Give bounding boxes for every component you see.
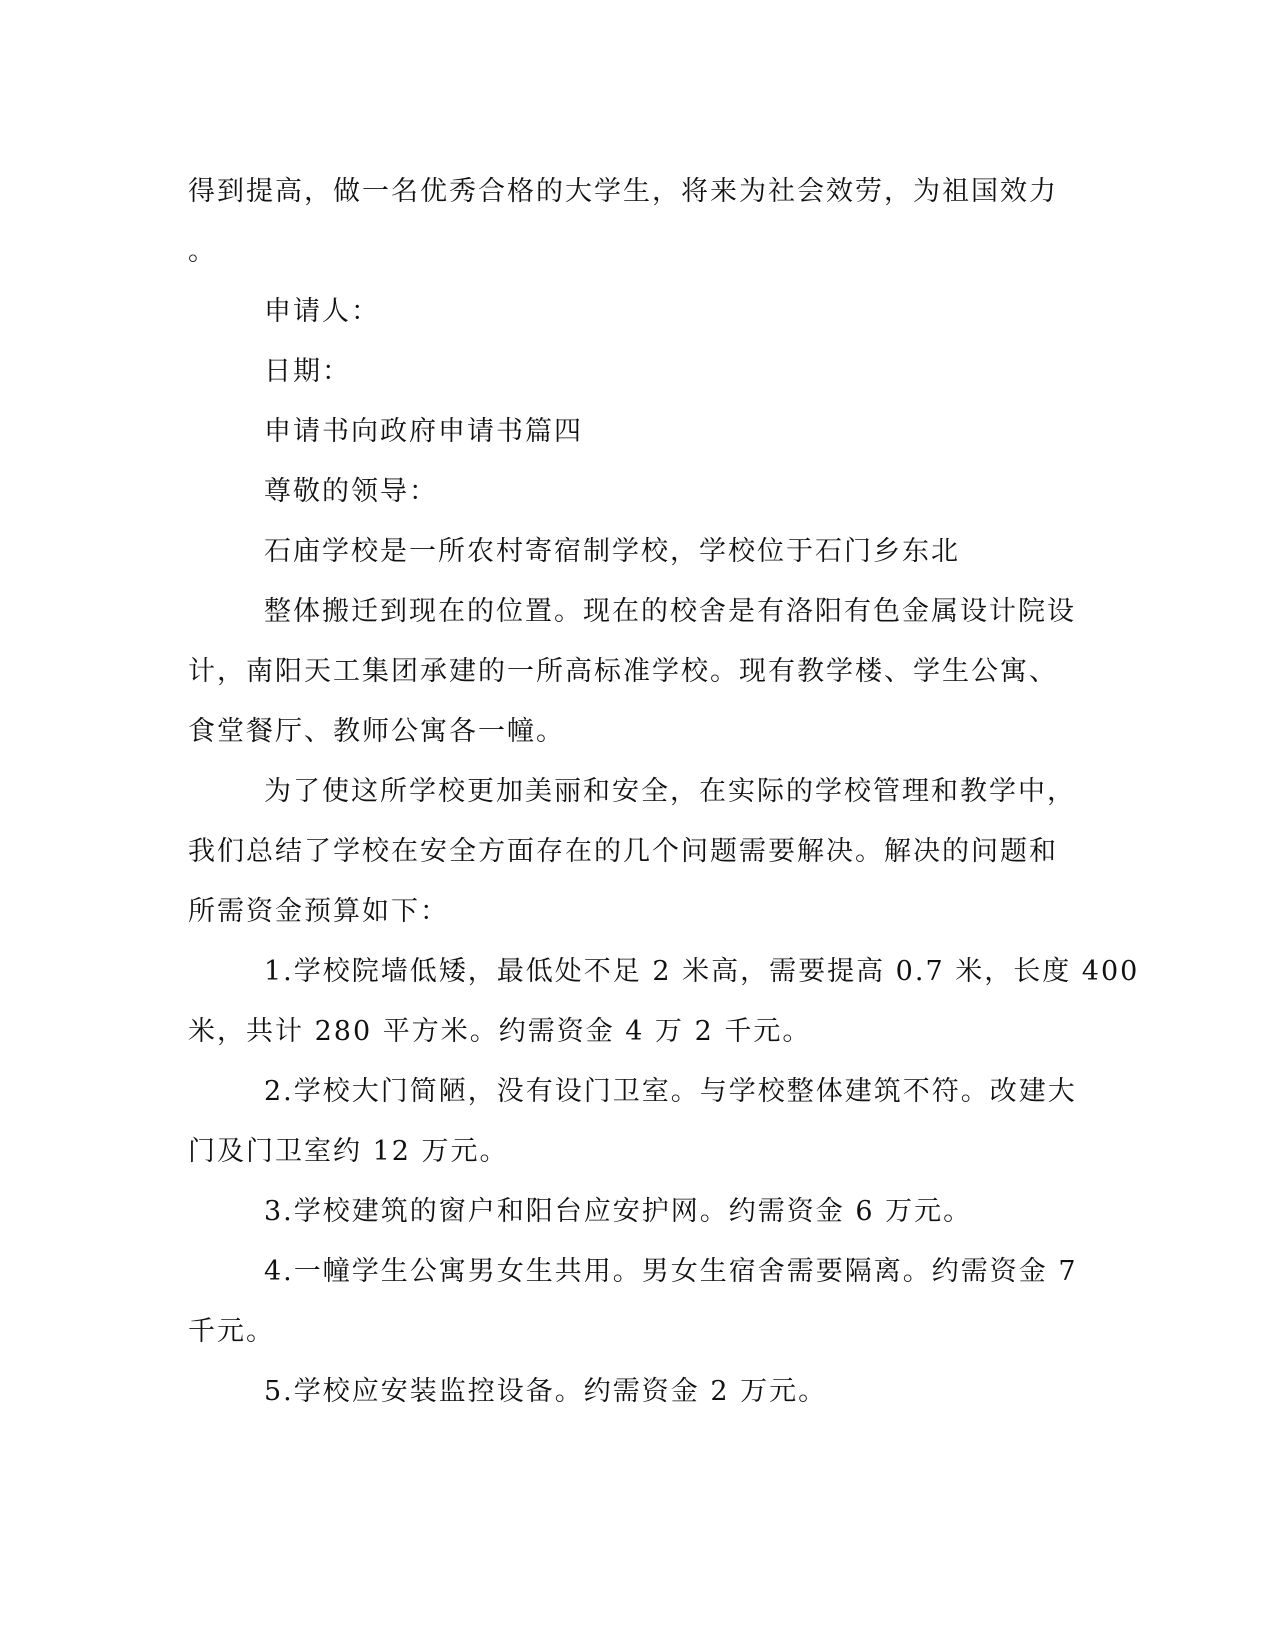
list-item: 1.学校院墙低矮，最低处不足 2 米高，需要提高 0.7 米，长度 400 <box>264 956 1140 987</box>
text-line: 所需资金预算如下： <box>188 896 449 927</box>
date-label: 日期： <box>264 356 351 387</box>
list-item: 2.学校大门简陋，没有设门卫室。与学校整体建筑不符。改建大 <box>264 1076 1077 1107</box>
list-item-continuation: 门及门卫室约 12 万元。 <box>188 1136 509 1167</box>
applicant-label: 申请人： <box>264 296 380 327</box>
salutation: 尊敬的领导： <box>264 476 438 507</box>
section-heading: 申请书向政府申请书篇四 <box>264 416 583 447</box>
text-line: 食堂餐厅、教师公寓各一幢。 <box>188 716 565 747</box>
list-item: 4.一幢学生公寓男女生共用。男女生宿舍需要隔离。约需资金 7 <box>264 1256 1078 1287</box>
text-line: 石庙学校是一所农村寄宿制学校，学校位于石门乡东北 <box>264 536 960 567</box>
text-line: 。 <box>188 236 217 267</box>
list-item-continuation: 千元。 <box>188 1316 275 1347</box>
text-line: 我们总结了学校在安全方面存在的几个问题需要解决。解决的问题和 <box>188 836 1058 867</box>
text-line: 计，南阳天工集团承建的一所高标准学校。现有教学楼、学生公寓、 <box>188 656 1058 687</box>
list-item: 3.学校建筑的窗户和阳台应安护网。约需资金 6 万元。 <box>264 1196 973 1227</box>
text-line: 为了使这所学校更加美丽和安全，在实际的学校管理和教学中， <box>264 776 1076 807</box>
list-item: 5.学校应安装监控设备。约需资金 2 万元。 <box>264 1376 828 1407</box>
text-line: 得到提高，做一名优秀合格的大学生，将来为社会效劳，为祖国效力 <box>188 176 1058 207</box>
list-item-continuation: 米，共计 280 平方米。约需资金 4 万 2 千元。 <box>188 1016 812 1047</box>
text-line: 整体搬迁到现在的位置。现在的校舍是有洛阳有色金属设计院设 <box>264 596 1076 627</box>
document-body <box>188 162 1140 1422</box>
